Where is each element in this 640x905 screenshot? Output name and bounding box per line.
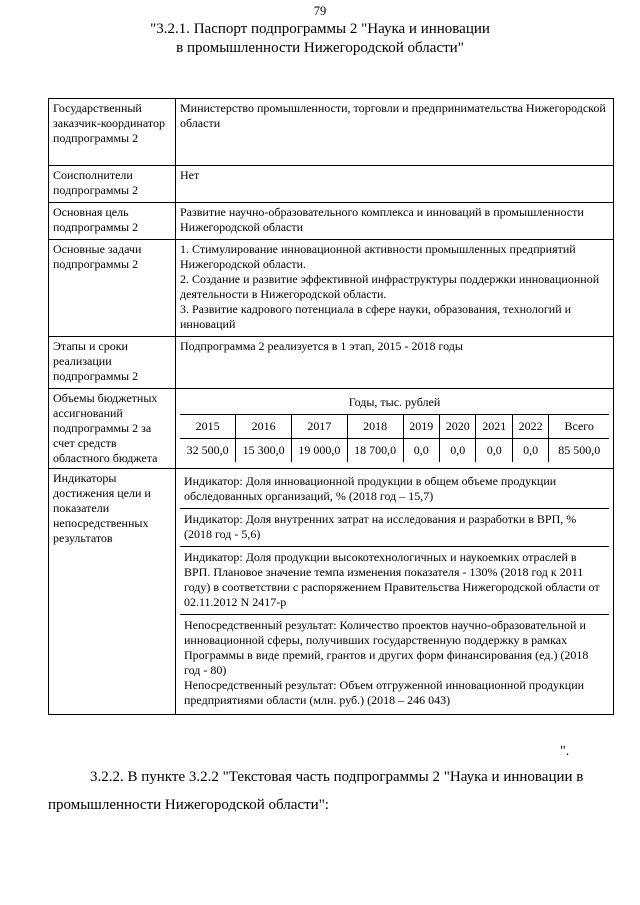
budget-year: 2021 [476, 415, 512, 439]
budget-amount: 32 500,0 [180, 439, 236, 463]
budget-year: 2022 [512, 415, 548, 439]
budget-year: 2015 [180, 415, 236, 439]
budget-year: 2020 [440, 415, 476, 439]
indicators-cell [176, 469, 614, 715]
budget-amount: 18 700,0 [347, 439, 403, 463]
row-value [176, 240, 614, 337]
indicator-block [180, 509, 609, 547]
table-row [49, 389, 614, 469]
budget-year: 2019 [403, 415, 439, 439]
task-item: 2. Создание и развитие эффективной инфраструктуры поддержки инновационной деятельности в Нижегородской области. [180, 272, 600, 301]
result-text: Непосредственный результат: Объем отгруженной инновационной продукции предприятиями области (млн. руб.) (2018 – 246 043) [184, 678, 585, 707]
section-title [0, 20, 640, 58]
indicator-block [180, 547, 609, 615]
row-label: Основные задачи подпрограммы 2 [49, 240, 176, 337]
table-row [49, 240, 614, 337]
page-number: 79 [313, 4, 327, 18]
table-row [49, 337, 614, 389]
budget-amounts-row [180, 439, 609, 463]
budget-amount: 0,0 [476, 439, 512, 463]
row-value: Министерство промышленности, торговли и предпринимательства Нижегородской области [176, 99, 614, 166]
budget-header: Годы, тыс. рублей [180, 391, 609, 415]
row-label: Индикаторы достижения цели и показатели непосредственных результатов [49, 469, 176, 715]
budget-total: 85 500,0 [549, 439, 609, 463]
indicator-text: Индикатор: Доля инновационной продукции в общем объеме продукции обследованных организаций, % (2018 год – 15,7) [184, 474, 557, 503]
budget-amount: 0,0 [403, 439, 439, 463]
budget-year: 2016 [236, 415, 292, 439]
indicator-block [180, 471, 609, 509]
indicator-text: Индикатор: Доля продукции высокотехнологичных и наукоемких отраслей в ВРП. Плановое значение темпа изменения показателя - 130% (2018 год к 2011 году) в соответствии с распоряжением Правительства Нижегородской области от 02.11.2012 N 2417-р [184, 550, 600, 609]
result-block [180, 615, 609, 712]
row-label: Основная цель подпрограммы 2 [49, 203, 176, 240]
budget-table [180, 391, 609, 462]
row-label: Государственный заказчик-координатор подпрограммы 2 [49, 99, 176, 166]
budget-amount: 0,0 [512, 439, 548, 463]
paragraph-line-2: промышленности Нижегородской области": [48, 797, 329, 813]
budget-year: 2017 [292, 415, 348, 439]
paragraph-line-1: 3.2.2. В пункте 3.2.2 "Текстовая часть подпрограммы 2 "Наука и инновации в [90, 769, 584, 785]
row-label: Объемы бюджетных ассигнований подпрограммы 2 за счет средств областного бюджета [49, 389, 176, 469]
table-row [49, 99, 614, 166]
row-value: Подпрограмма 2 реализуется в 1 этап, 2015 - 2018 годы [176, 337, 614, 389]
row-label: Этапы и сроки реализации подпрограммы 2 [49, 337, 176, 389]
task-item: 1. Стимулирование инновационной активности промышленных предприятий Нижегородской области. [180, 242, 576, 271]
result-text: Непосредственный результат: Количество проектов научно-образовательной и инновационной сферы, получивших государственную поддержку в рамках Программы в виде премий, грантов и других форм финансирования (ед.) (2018 год - 80) [184, 618, 589, 677]
row-value: Нет [176, 166, 614, 203]
table-row [49, 203, 614, 240]
budget-amount: 15 300,0 [236, 439, 292, 463]
budget-cell [176, 389, 614, 469]
table-row [49, 469, 614, 715]
subprogram-passport-table [48, 98, 614, 715]
budget-years-row [180, 415, 609, 439]
table-row [49, 166, 614, 203]
closing-quote-mark: ". [560, 744, 570, 759]
indicator-text: Индикатор: Доля внутренних затрат на исследования и разработки в ВРП, % (2018 год - 5,6) [184, 512, 577, 541]
budget-total-header: Всего [549, 415, 609, 439]
task-item: 3. Развитие кадрового потенциала в сфере науки, образования, технологий и инноваций [180, 302, 572, 331]
section-title-line-1: "3.2.1. Паспорт подпрограммы 2 "Наука и инновации [150, 21, 490, 37]
budget-year: 2018 [347, 415, 403, 439]
row-label: Соисполнители подпрограммы 2 [49, 166, 176, 203]
section-title-line-2: в промышленности Нижегородской области" [176, 40, 464, 56]
budget-amount: 0,0 [440, 439, 476, 463]
budget-amount: 19 000,0 [292, 439, 348, 463]
row-value: Развитие научно-образовательного комплекса и инноваций в промышленности Нижегородской области [176, 203, 614, 240]
